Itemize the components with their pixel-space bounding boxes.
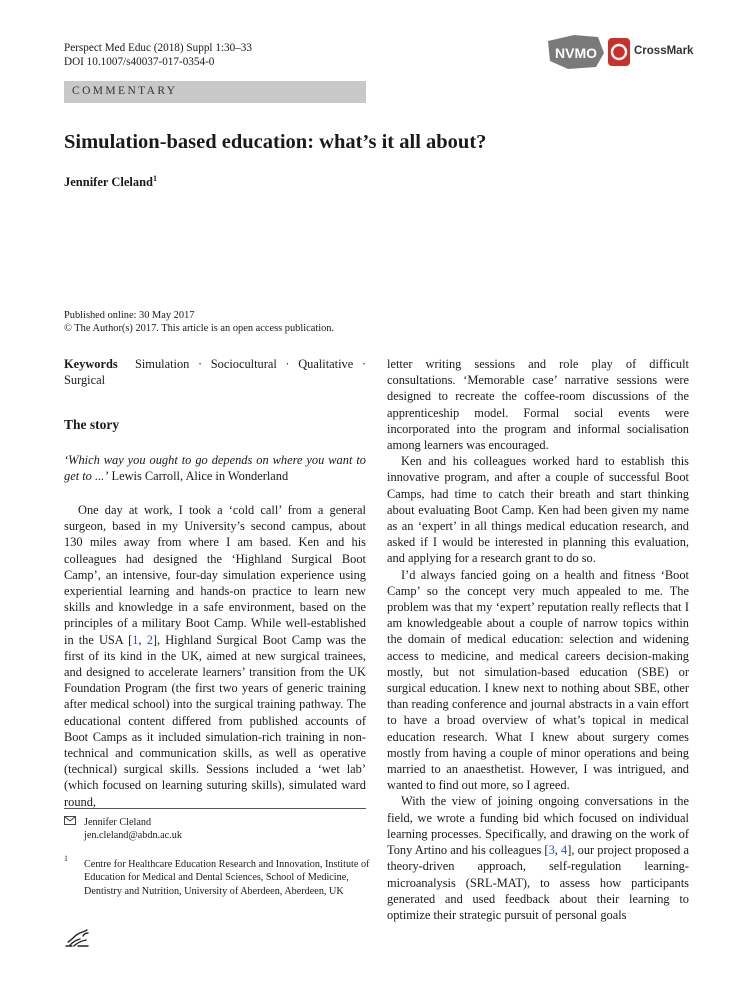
keywords-text: Simulation · Sociocultural · Qualitative · Surgical	[64, 357, 366, 388]
body-paragraph	[64, 502, 366, 810]
affiliation-text: Centre for Healthcare Education Research and Innovation, Institute of Education for Medical and Dental Sciences, School of Medicine, Dentistry and Nutrition, University of Aberdeen, Aberdeen, UK	[84, 859, 370, 897]
paragraph-text: With the view of joining ongoing conversations in the field, we wrote a funding bid which focused on individual learning processes. Specifically, and drawing on the work of Tony Artino and his colleagues [	[387, 794, 689, 858]
paragraph-text: ], Highland Surgical Boot Camp was the first of its kind in the UK, aimed at new surgical trainees, and designed to accelerate learners’ transition from the UK Foundation Program (the first two years of generic training after medical school) into the surgical training pathway. The educational content differed from published accounts of Boot Camps as it included simulation-rich training in non-technical and communication skills, as well as operative (technical) surgical skills. Sessions included a ‘wet lab’ (which focused on learning suturing skills), simulated ward round,	[64, 632, 366, 809]
doi[interactable]: DOI 10.1007/s40037-017-0354-0	[64, 56, 215, 68]
article-title: Simulation-based education: what’s it all about?	[64, 131, 487, 153]
contact-email[interactable]: jen.cleland@abdn.ac.uk	[84, 830, 182, 842]
left-column	[64, 356, 366, 810]
epigraph	[64, 452, 366, 484]
published-date: Published online: 30 May 2017	[64, 310, 195, 321]
affiliation-mark[interactable]: 1	[153, 173, 158, 183]
body-paragraph: Ken and his colleagues worked hard to establish this innovative program, and after a couple of successful Boot Camps, had time to catch their breath and start thinking about evaluating Boot Camp. Ken had been given my name as an ‘expert’ in all things medical education research, and asked if I would be interested in planning this evaluation, and applying for a research grant to do so.	[387, 454, 689, 566]
epigraph-attribution: Lewis Carroll, Alice in Wonderland	[111, 468, 289, 483]
envelope-icon	[64, 816, 76, 826]
contact-name: Jennifer Cleland	[84, 817, 152, 828]
citation-link[interactable]: 2	[146, 632, 153, 647]
citation-link[interactable]: 3	[548, 843, 555, 858]
nvmo-logo-icon	[546, 33, 632, 71]
crossmark-label[interactable]: CrossMark	[634, 45, 694, 57]
body-paragraph	[387, 793, 689, 923]
journal-citation: Perspect Med Educ (2018) Suppl 1:30–33	[64, 42, 252, 54]
publisher-logos	[546, 33, 696, 71]
citation-link[interactable]: 4	[561, 843, 568, 858]
footnote-divider	[64, 808, 366, 809]
article-type-band	[64, 81, 366, 103]
body-paragraph: I’d always fancied going on a health and fitness ‘Boot Camp’ so the concept very much appealed to me. The problem was that my ‘expert’ reputation really reflects that I am knowledgeable about a couple of narrow topics within the domain of medical education: selection and widening access to medicine, and medical careers decision-making mostly, but not simulation-based education (SBE) or surgical education. I knew next to nothing about SBE, other than reading conference and journal abstracts in a vain effort to have a broad overview of what’s topical in medical education research. What I knew about surgery comes mostly from having a couple of minor operations and being married to an anaesthetist. However, I was intrigued, and wanted to find out more, so I agreed.	[387, 567, 689, 793]
affiliation-number: 1	[64, 854, 68, 863]
author-line	[64, 175, 157, 190]
citation-separator: ,	[554, 843, 562, 858]
citation-link[interactable]: 1	[132, 632, 139, 647]
license-statement: © The Author(s) 2017. This article is an open access publication.	[64, 323, 335, 334]
springer-horse-icon	[64, 926, 90, 948]
body-paragraph: letter writing sessions and role play of difficult consultations. ‘Memorable case’ narrative sessions were designed to recreate the coffee-room discussions of the apprenticeship model. Formal social events were incorporated into the program and informal socialisation among learners was encouraged.	[387, 357, 689, 453]
keywords-label: Keywords	[64, 357, 118, 371]
citation-separator: ,	[138, 632, 147, 647]
corresponding-author	[84, 816, 374, 843]
keywords	[64, 356, 366, 388]
section-heading: The story	[64, 417, 120, 433]
nvmo-logo-text: NVMO	[555, 45, 597, 61]
author-name[interactable]: Jennifer Cleland	[64, 175, 154, 189]
right-column	[387, 356, 689, 923]
paragraph-text: One day at work, I took a ‘cold call’ from a general surgeon, based in my University’s second campus, about 130 miles away from where I am based. Ken and his colleagues had designed the ‘Highland Surgical Boot Camp’, an intensive, four-day simulation experience using experiential learning and hands-on practice to learn new skills and knowledge in a safe environment, based on the principles of a military Boot Camp. While well-established in the USA [	[64, 503, 366, 647]
article-type-label: COMMENTARY	[72, 85, 178, 97]
epigraph-quote: ‘Which way you ought to go depends on where you want to get to ...’	[64, 452, 366, 483]
paragraph-text: ], our project proposed a theory-driven approach, self-regulation learning-microanalysis (SRL-MAT), to assess how participants generated and used feedback about their learning to optimize their strategic pursuit of personal goals	[387, 843, 689, 922]
